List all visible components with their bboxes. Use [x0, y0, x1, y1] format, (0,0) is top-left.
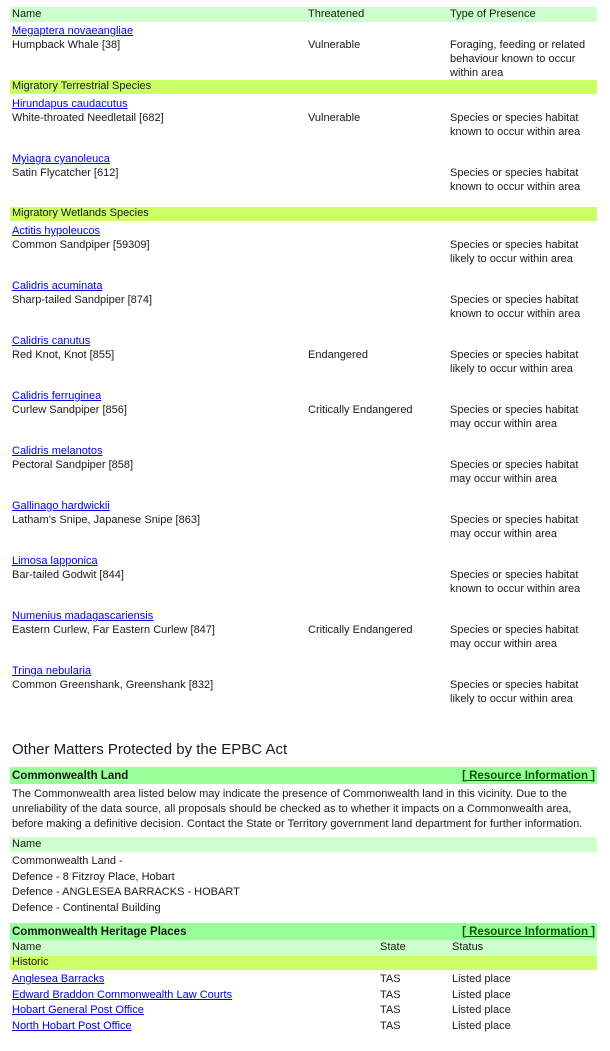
species-presence: Species or species habitat known to occur within area — [450, 112, 581, 138]
species-common-name: Sharp-tailed Sandpiper [874] — [12, 294, 153, 306]
species-row — [10, 97, 597, 152]
species-threatened-status — [308, 664, 450, 719]
species-row — [10, 334, 597, 389]
heritage-places-header-bar — [10, 923, 597, 940]
heritage-row — [10, 1019, 597, 1035]
species-name-cell — [12, 334, 308, 389]
heritage-row — [10, 972, 597, 988]
species-table-header — [10, 7, 597, 22]
column-header-type-of-presence: Type of Presence — [450, 8, 536, 20]
heritage-table-body — [10, 972, 597, 1034]
species-threatened-status — [308, 224, 450, 279]
species-scientific-name-link[interactable]: Actitis hypoleucos — [12, 225, 101, 237]
species-common-name: Common Greenshank, Greenshank [832] — [12, 679, 214, 691]
species-row — [10, 224, 597, 279]
species-presence: Species or species habitat likely to occur within area — [450, 239, 579, 265]
species-scientific-name-link[interactable]: Calidris melanotos — [12, 445, 103, 457]
heritage-name-cell — [12, 1003, 380, 1019]
column-header-state: State — [380, 941, 406, 953]
species-row — [10, 444, 597, 499]
species-presence: Species or species habitat may occur within area — [450, 624, 579, 650]
species-threatened-status — [308, 279, 450, 334]
species-common-name: Humpback Whale [38] — [12, 39, 121, 51]
heritage-state: TAS — [380, 1004, 401, 1016]
species-name-cell — [12, 224, 308, 279]
land-item: Defence - ANGLESEA BARRACKS - HOBART — [12, 886, 240, 898]
species-row — [10, 279, 597, 334]
species-common-name: White-throated Needletail [682] — [12, 112, 164, 124]
commonwealth-land-header-bar — [10, 767, 597, 784]
species-name-cell — [12, 24, 308, 80]
species-threatened-status — [308, 444, 450, 499]
species-scientific-name-link[interactable]: Numenius madagascariensis — [12, 610, 154, 622]
land-item: Commonwealth Land - — [12, 855, 123, 867]
species-scientific-name-link[interactable]: Hirundapus caudacutus — [12, 98, 128, 110]
species-presence: Species or species habitat likely to occur within area — [450, 349, 579, 375]
species-name-cell — [12, 444, 308, 499]
species-name-cell — [12, 499, 308, 554]
heritage-status: Listed place — [452, 988, 511, 1001]
heritage-name-cell — [12, 988, 380, 1004]
species-name-cell — [12, 279, 308, 334]
species-row — [10, 152, 597, 207]
heritage-name-cell — [12, 972, 380, 988]
species-threatened-status: Endangered — [308, 349, 368, 361]
column-header-threatened: Threatened — [308, 8, 365, 20]
species-scientific-name-link[interactable]: Megaptera novaeangliae — [12, 25, 134, 37]
heritage-status: Listed place — [452, 1004, 511, 1016]
land-item: Defence - Continental Building — [12, 901, 161, 914]
heritage-places-title: Commonwealth Heritage Places — [12, 925, 187, 938]
species-presence: Species or species habitat known to occur within area — [450, 294, 581, 320]
species-common-name: Pectoral Sandpiper [858] — [12, 459, 134, 471]
species-group-header: Migratory Wetlands Species — [10, 207, 597, 221]
species-common-name: Common Sandpiper [59309] — [12, 239, 150, 251]
migratory-species-table — [10, 7, 597, 719]
heritage-places-section — [10, 923, 597, 1034]
heritage-group-header: Historic — [10, 956, 597, 970]
resource-information-link[interactable]: [ Resource Information ] — [462, 769, 595, 782]
species-threatened-status — [308, 554, 450, 609]
species-row — [10, 554, 597, 609]
species-row — [10, 664, 597, 719]
heritage-place-link[interactable]: North Hobart Post Office — [12, 1019, 132, 1032]
species-threatened-status: Vulnerable — [308, 112, 361, 124]
species-name-cell — [12, 97, 308, 152]
species-presence: Species or species habitat may occur within area — [450, 404, 579, 430]
species-threatened-status: Critically Endangered — [308, 624, 413, 636]
species-row — [10, 499, 597, 554]
species-table-body — [10, 24, 597, 719]
species-row — [10, 609, 597, 664]
heritage-status: Listed place — [452, 1019, 511, 1032]
species-name-cell — [12, 664, 308, 719]
species-common-name: Bar-tailed Godwit [844] — [12, 569, 124, 581]
land-item: Defence - 8 Fitzroy Place, Hobart — [12, 870, 175, 883]
species-common-name: Satin Flycatcher [612] — [12, 167, 119, 179]
commonwealth-land-section — [10, 767, 597, 916]
column-header-status: Status — [452, 941, 484, 953]
species-row — [10, 24, 597, 80]
resource-information-link[interactable]: [ Resource Information ] — [462, 925, 595, 938]
species-scientific-name-link[interactable]: Tringa nebularia — [12, 665, 92, 677]
heritage-name-cell — [12, 1019, 380, 1035]
species-common-name: Latham's Snipe, Japanese Snipe [863] — [12, 514, 201, 526]
species-row — [10, 389, 597, 444]
heritage-state: TAS — [380, 973, 401, 985]
column-header-name: Name — [12, 8, 42, 20]
species-presence: Species or species habitat known to occur within area — [450, 569, 581, 595]
heritage-place-link[interactable]: Hobart General Post Office — [12, 1004, 144, 1016]
commonwealth-land-title: Commonwealth Land — [12, 769, 129, 782]
land-name-column-header: Name — [10, 837, 597, 852]
species-threatened-status: Critically Endangered — [308, 404, 413, 416]
heritage-row — [10, 1003, 597, 1019]
species-presence: Species or species habitat likely to occur within area — [450, 679, 579, 705]
heritage-table-header — [10, 940, 597, 956]
land-items-list — [10, 854, 597, 916]
species-scientific-name-link[interactable]: Calidris ferruginea — [12, 390, 102, 402]
species-presence: Foraging, feeding or related behaviour known to occur within area — [450, 39, 586, 79]
heritage-place-link[interactable]: Edward Braddon Commonwealth Law Courts — [12, 988, 233, 1001]
species-name-cell — [12, 152, 308, 207]
species-scientific-name-link[interactable]: Gallinago hardwickii — [12, 500, 110, 512]
species-common-name: Eastern Curlew, Far Eastern Curlew [847] — [12, 624, 215, 636]
heritage-place-link[interactable]: Anglesea Barracks — [12, 973, 105, 985]
heritage-state: TAS — [380, 988, 401, 1001]
species-presence: Species or species habitat known to occur within area — [450, 167, 581, 193]
species-threatened-status — [308, 152, 450, 207]
species-name-cell — [12, 609, 308, 664]
other-matters-heading: Other Matters Protected by the EPBC Act — [12, 741, 288, 758]
species-name-cell — [12, 389, 308, 444]
commonwealth-land-description: The Commonwealth area listed below may indicate the presence of Commonwealth land in this vicinity. Due to the unreliability of the data source, all proposals should be checked as to whether it impacts on a Commonwealth area, before making a definitive decision. Contact the State or Territory government land department for further information. — [12, 788, 583, 830]
species-scientific-name-link[interactable]: Calidris canutus — [12, 335, 91, 347]
species-common-name: Curlew Sandpiper [856] — [12, 404, 127, 416]
heritage-status: Listed place — [452, 973, 511, 985]
species-group-header: Migratory Terrestrial Species — [10, 80, 597, 94]
species-scientific-name-link[interactable]: Myiagra cyanoleuca — [12, 153, 110, 165]
species-common-name: Red Knot, Knot [855] — [12, 349, 115, 361]
column-header-name: Name — [12, 941, 42, 953]
species-scientific-name-link[interactable]: Calidris acuminata — [12, 280, 103, 292]
species-scientific-name-link[interactable]: Limosa lapponica — [12, 555, 98, 567]
heritage-state: TAS — [380, 1019, 401, 1032]
species-threatened-status — [308, 499, 450, 554]
species-presence: Species or species habitat may occur within area — [450, 459, 579, 485]
heritage-row — [10, 988, 597, 1004]
species-name-cell — [12, 554, 308, 609]
species-presence: Species or species habitat may occur within area — [450, 514, 579, 540]
species-threatened-status: Vulnerable — [308, 39, 361, 51]
